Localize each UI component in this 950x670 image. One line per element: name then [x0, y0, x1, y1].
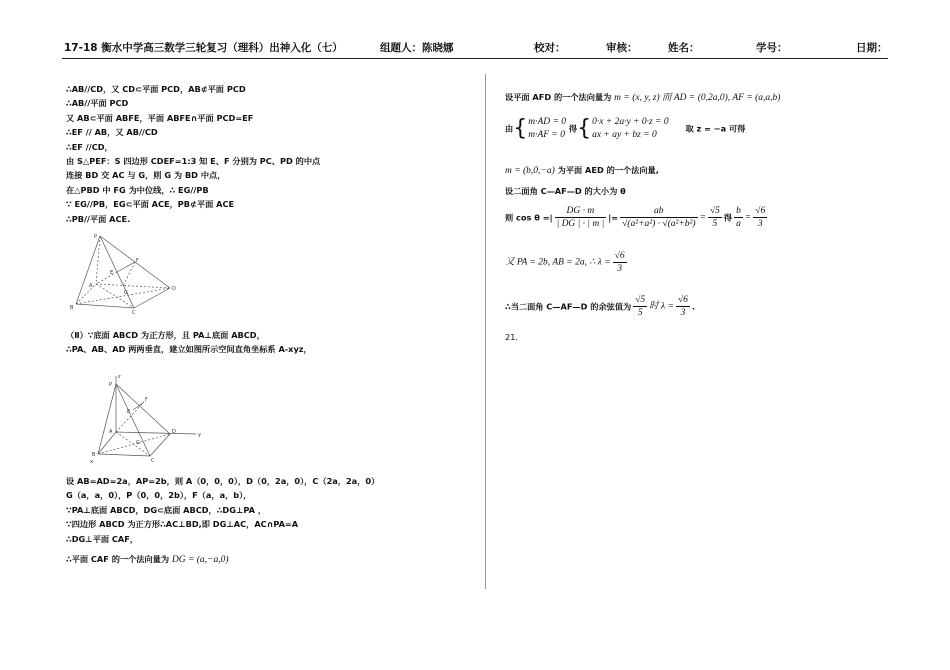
system-left	[528, 116, 566, 142]
header-date: 日期：	[856, 42, 888, 54]
proof-line: ∴EF //CD，	[66, 141, 113, 152]
numerator: √5	[635, 295, 646, 305]
numerator: √6	[614, 251, 625, 261]
system-prefix: 由	[505, 123, 514, 134]
numerator: DG · m	[555, 205, 607, 218]
system-take: 取 z = −a 可得	[685, 123, 746, 134]
fraction	[620, 205, 697, 230]
fig1-label: A	[89, 283, 93, 289]
fraction	[555, 205, 607, 230]
proof-line: 在△PBD 中 FG 为中位线，∴ EG//PB	[66, 184, 209, 195]
proof-line: ∵四边形 ABCD 为正方形∴AC⊥BD,即 DG⊥AC，AC∩PA=A	[66, 519, 299, 530]
pyramid-figure	[70, 232, 180, 314]
fraction	[708, 205, 722, 230]
header-review: 审核：	[606, 42, 638, 54]
fig2-label: E	[127, 409, 131, 415]
denominator: √(a²+a²) · √(a²+b²)	[622, 219, 696, 229]
left-column-part3	[66, 474, 379, 546]
cosine-formula: 则 cos θ =| $\frac{DG \cdot m}{| DG | \cdot | m |}$ |= $\frac{ab}{\text{√(a²+a²) · √(a²+b²)}}$ = $\frac{√5}{5}$ 得 $\frac{b}{a}$ = $\frac{√6}{3}$	[505, 206, 766, 229]
fig2-label: x	[90, 459, 93, 464]
numerator: ab	[620, 205, 697, 218]
right-system	[505, 116, 745, 142]
fig1-label: P	[94, 234, 98, 240]
aed-normal-text: 为平面 AED 的一个法向量,	[557, 165, 659, 175]
normal-vector-text: ∴平面 CAF 的一个法向量为	[66, 554, 170, 564]
coordinate-figure	[88, 372, 206, 464]
fig2-label: z	[118, 374, 121, 380]
plane-normal-text: 设平面 AFD 的一个法向量为	[505, 92, 612, 102]
proof-line: ∴EF // AB，又 AB//CD	[66, 127, 158, 138]
fig2-label: y	[198, 432, 201, 438]
header-author: 组题人：陈晓娜	[380, 42, 454, 54]
proof-line: ∴DG⊥平面 CAF，	[66, 533, 139, 544]
fraction	[613, 250, 627, 275]
get-text: 得	[723, 212, 733, 223]
denominator: 3	[617, 264, 623, 274]
fraction	[633, 294, 647, 319]
conclusion-mid: 时 λ =	[649, 301, 674, 312]
fig2-label: B	[92, 452, 96, 458]
header-rule	[62, 58, 888, 59]
period: .	[691, 301, 696, 312]
system-mid: 得	[568, 123, 578, 134]
fig1-label: F	[136, 258, 139, 264]
proof-line: ∴AB//平面 PCD	[66, 98, 129, 109]
conclusion-line	[505, 294, 695, 319]
fig2-label: P	[109, 382, 113, 388]
fraction	[734, 205, 743, 230]
fig1-label: C	[132, 310, 136, 314]
proof-line: ∴PB//平面 ACE.	[66, 213, 131, 224]
lambda-prefix: 又 PA = 2b, AB = 2a, ∴ λ =	[505, 257, 611, 268]
numerator: √6	[677, 295, 688, 305]
normal-vector-math: DG = (a,−a,0)	[171, 555, 229, 565]
header-name: 姓名：	[668, 42, 700, 54]
left-column-part2	[66, 328, 312, 357]
proof-line: （Ⅱ）∵底面 ABCD 为正方形，且 PA⊥底面 ABCD，	[66, 330, 265, 340]
fig2-label: F	[145, 397, 148, 403]
system-eq: m·AD = 0	[528, 117, 567, 127]
fig2-label: C	[151, 458, 155, 464]
page-header	[64, 38, 888, 58]
normal-vector-line	[66, 552, 229, 567]
fig1-label: D	[172, 286, 176, 292]
proof-line: ∵ EG//PB，EG⊂平面 ACE，PB⊄平面 ACE	[66, 199, 235, 210]
denominator: 5	[712, 219, 718, 229]
aed-normal-math: m = (b,0,−a)	[505, 166, 555, 176]
system-right	[592, 116, 669, 142]
header-title: 17-18 衡水中学高三数学三轮复习（理科）出神入化（七）	[64, 42, 343, 54]
lambda-line	[505, 250, 629, 275]
header-proofread: 校对：	[534, 42, 566, 54]
system-eq: m·AF = 0	[528, 130, 565, 140]
proof-line: 连接 BD 交 AC 与 G，则 G 为 BD 中点，	[66, 170, 226, 181]
proof-line: 又 AB⊂平面 ABFE，平面 ABFE∩平面 PCD=EF	[66, 112, 254, 123]
fig1-label: E	[110, 270, 114, 276]
fig1-label: G	[124, 290, 128, 296]
fig1-label: B	[70, 305, 74, 311]
header-student-no: 学号：	[756, 42, 788, 54]
proof-line: 由 S△PEF：S 四边形 CDEF=1:3 知 E、F 分别为 PC、PD 的中点	[66, 155, 321, 166]
cos-prefix: 则 cos θ =|	[505, 212, 553, 223]
system-eq: ax + ay + bz = 0	[592, 130, 657, 140]
left-brace: {	[513, 116, 528, 141]
denominator: 5	[637, 308, 643, 318]
fig2-label: G	[136, 440, 140, 446]
question-number: 21.	[505, 332, 519, 342]
denominator: 3	[680, 308, 686, 318]
denominator: a	[736, 219, 741, 229]
column-divider	[485, 74, 486, 589]
numerator: √5	[709, 206, 720, 216]
equals: |=	[608, 212, 619, 223]
denominator: | DG | · | m |	[556, 219, 605, 229]
proof-line: G（a，a，0），P（0，0，2b），F（a，a，b），	[66, 490, 252, 501]
left-column-proof	[66, 82, 320, 226]
conclusion-prefix: ∴当二面角 C—AF—D 的余弦值为	[505, 301, 632, 312]
numerator: √6	[755, 206, 766, 216]
numerator: b	[736, 206, 741, 216]
proof-line: ∴PA、AB、AD 两两垂直，建立如图所示空间直角坐标系 A-xyz，	[66, 344, 312, 355]
fig2-label: A	[109, 429, 113, 435]
proof-line: 设 AB=AD=2a，AP=2b，则 A（0，0，0），D（0，2a，0），C（2a，2a，0）	[66, 476, 380, 486]
right-line-1	[505, 90, 780, 105]
fraction	[676, 294, 690, 319]
plane-normal-math: m = (x, y, z) 而 AD = (0,2a,0), AF = (a,a,b)	[614, 93, 781, 103]
proof-line: ∵PA⊥底面 ABCD，DG⊂底面 ABCD，∴DG⊥PA ，	[66, 504, 267, 515]
fraction	[753, 205, 767, 230]
denominator: 3	[757, 219, 763, 229]
proof-line: ∴AB//CD，又 CD⊂平面 PCD，AB⊄平面 PCD	[66, 84, 246, 94]
fig2-label: D	[172, 429, 176, 435]
system-eq: 0·x + 2a·y + 0·z = 0	[592, 117, 669, 127]
right-line-4: 设二面角 C—AF—D 的大小为 θ	[505, 186, 626, 196]
left-brace: {	[577, 116, 592, 141]
right-line-3	[505, 163, 659, 178]
